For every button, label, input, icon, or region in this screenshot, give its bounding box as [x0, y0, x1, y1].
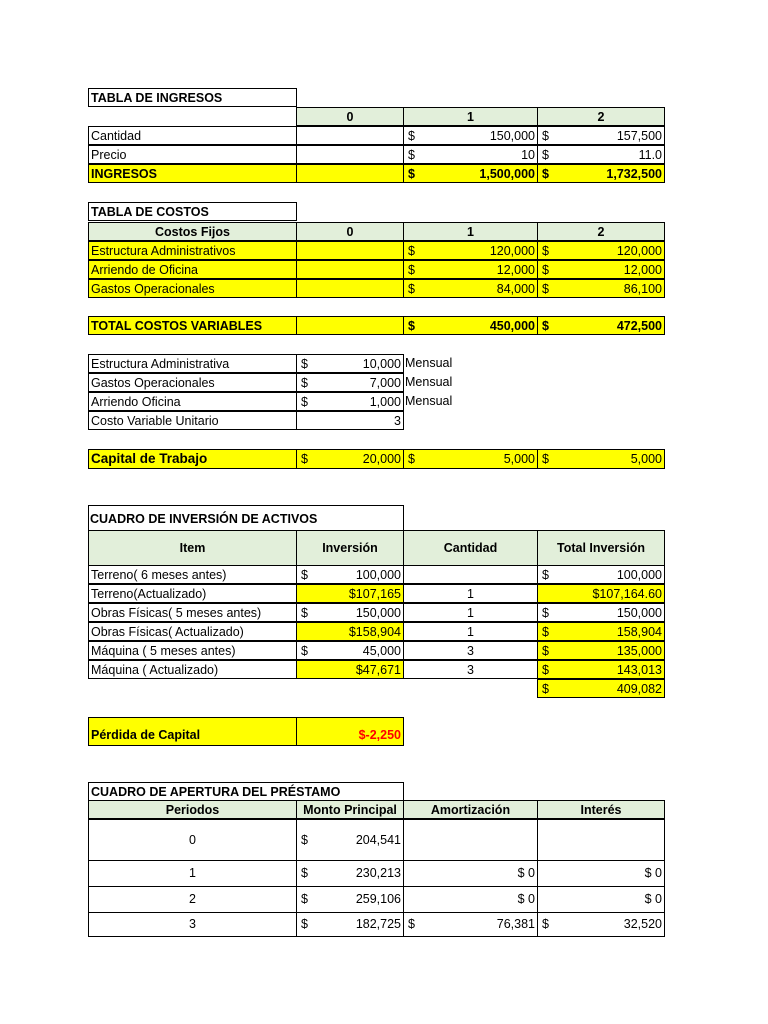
prestamo-title: CUADRO DE APERTURA DEL PRÉSTAMO	[88, 782, 404, 801]
inversion-header-item: Item	[88, 530, 297, 566]
capital-trabajo-cell: $ 5,000	[403, 449, 538, 469]
prestamo-row-amort: $ 0	[403, 860, 538, 887]
ingresos-row-cell: $ 150,000	[403, 126, 538, 145]
costos-row-cell: $ 84,000	[403, 279, 538, 298]
costos-period-2: 2	[537, 222, 665, 241]
inversion-header-inversion: Inversión	[296, 530, 404, 566]
prestamo-row-periodo: 1	[88, 860, 297, 887]
inversion-row-item: Máquina ( 5 meses antes)	[88, 641, 297, 660]
ingresos-row-cell: $ 11.0	[537, 145, 665, 164]
inversion-row-total: $ 135,000	[537, 641, 665, 660]
costos-row-cell: $ 12,000	[403, 260, 538, 279]
costos-row-label: Gastos Operacionales	[88, 279, 297, 298]
prestamo-row-monto: $ 182,725	[296, 912, 404, 937]
ingresos-title: TABLA DE INGRESOS	[88, 88, 297, 107]
costos-period-1: 1	[403, 222, 538, 241]
inversion-grand-total: $ 409,082	[537, 679, 665, 698]
perdida-label: Pérdida de Capital	[88, 717, 297, 746]
inversion-row-item: Obras Físicas( 5 meses antes)	[88, 603, 297, 622]
costos-header: Costos Fijos	[88, 222, 297, 241]
prestamo-row-amort	[403, 819, 538, 861]
ingresos-row-cell	[296, 126, 404, 145]
ingresos-total-cell: $ 1,732,500	[537, 164, 665, 183]
prestamo-row-periodo: 0	[88, 819, 297, 861]
inversion-row-inversion: $ 45,000	[296, 641, 404, 660]
inversion-row-cantidad: 3	[403, 641, 538, 660]
prestamo-row-interes: $ 32,520	[537, 912, 665, 937]
costos-total-cell	[296, 316, 404, 335]
inversion-header-cantidad: Cantidad	[403, 530, 538, 566]
costos-row-cell: $ 120,000	[403, 241, 538, 260]
costos-row-cell: $ 120,000	[537, 241, 665, 260]
inversion-row-inversion: $47,671	[296, 660, 404, 679]
inversion-row-item: Máquina ( Actualizado)	[88, 660, 297, 679]
costos-row-cell	[296, 260, 404, 279]
mensual-value: $ 1,000	[296, 392, 404, 411]
inversion-row-total: $ 143,013	[537, 660, 665, 679]
mensual-unit: Mensual	[405, 394, 453, 408]
inversion-row-inversion: $ 150,000	[296, 603, 404, 622]
mensual-label: Arriendo Oficina	[88, 392, 297, 411]
costos-row-cell	[296, 241, 404, 260]
inversion-row-total: $107,164.60	[537, 584, 665, 603]
inversion-row-item: Terreno( 6 meses antes)	[88, 565, 297, 584]
inversion-title: CUADRO DE INVERSIÓN DE ACTIVOS	[90, 512, 318, 526]
costos-row-cell	[296, 279, 404, 298]
costos-title: TABLA DE COSTOS	[88, 202, 297, 221]
capital-trabajo-label: Capital de Trabajo	[88, 449, 297, 469]
ingresos-row-label: Precio	[88, 145, 297, 164]
inversion-row-total: $ 100,000	[537, 565, 665, 584]
prestamo-row-interes: $ 0	[537, 860, 665, 887]
prestamo-header-amort: Amortización	[403, 800, 538, 819]
costos-period-0: 0	[296, 222, 404, 241]
ingresos-row-cell: $ 10	[403, 145, 538, 164]
prestamo-row-amort: $ 76,381	[403, 912, 538, 937]
ingresos-period-2: 2	[537, 107, 665, 126]
inversion-row-inversion: $ 100,000	[296, 565, 404, 584]
inversion-row-cantidad: 1	[403, 603, 538, 622]
costos-row-label: Arriendo de Oficina	[88, 260, 297, 279]
ingresos-period-1: 1	[403, 107, 538, 126]
ingresos-total-cell	[296, 164, 404, 183]
costos-row-cell: $ 12,000	[537, 260, 665, 279]
prestamo-header-monto: Monto Principal	[296, 800, 404, 819]
ingresos-total-cell: $ 1,500,000	[403, 164, 538, 183]
capital-trabajo-cell: $ 20,000	[296, 449, 404, 469]
costos-total-cell: $ 450,000	[403, 316, 538, 335]
prestamo-header-interes: Interés	[537, 800, 665, 819]
ingresos-row-label: Cantidad	[88, 126, 297, 145]
ingresos-total-label: INGRESOS	[88, 164, 297, 183]
inversion-row-cantidad: 3	[403, 660, 538, 679]
prestamo-header-periodos: Periodos	[88, 800, 297, 819]
prestamo-row-monto: $ 259,106	[296, 886, 404, 913]
prestamo-row-monto: $ 204,541	[296, 819, 404, 861]
capital-trabajo-cell: $ 5,000	[537, 449, 665, 469]
inversion-row-total: $ 158,904	[537, 622, 665, 641]
inversion-header-total: Total Inversión	[537, 530, 665, 566]
perdida-value: $-2,250	[296, 717, 404, 746]
inversion-row-inversion: $158,904	[296, 622, 404, 641]
inversion-row-cantidad: 1	[403, 584, 538, 603]
inversion-row-cantidad: 1	[403, 622, 538, 641]
prestamo-row-periodo: 2	[88, 886, 297, 913]
inversion-row-item: Obras Físicas( Actualizado)	[88, 622, 297, 641]
prestamo-row-monto: $ 230,213	[296, 860, 404, 887]
mensual-value: $ 10,000	[296, 354, 404, 373]
prestamo-row-amort: $ 0	[403, 886, 538, 913]
ingresos-row-cell: $ 157,500	[537, 126, 665, 145]
inversion-row-total: $ 150,000	[537, 603, 665, 622]
costos-row-label: Estructura Administrativos	[88, 241, 297, 260]
mensual-label: Estructura Administrativa	[88, 354, 297, 373]
mensual-value: 3	[296, 411, 404, 430]
ingresos-row-cell	[296, 145, 404, 164]
costos-total-label: TOTAL COSTOS VARIABLES	[88, 316, 297, 335]
costos-row-cell: $ 86,100	[537, 279, 665, 298]
prestamo-row-periodo: 3	[88, 912, 297, 937]
ingresos-period-0: 0	[296, 107, 404, 126]
inversion-row-inversion: $107,165	[296, 584, 404, 603]
prestamo-row-interes	[537, 819, 665, 861]
mensual-unit: Mensual	[405, 356, 453, 370]
costos-total-cell: $ 472,500	[537, 316, 665, 335]
inversion-row-cantidad	[403, 565, 538, 584]
mensual-label: Costo Variable Unitario	[88, 411, 297, 430]
inversion-row-item: Terreno(Actualizado)	[88, 584, 297, 603]
prestamo-row-interes: $ 0	[537, 886, 665, 913]
mensual-value: $ 7,000	[296, 373, 404, 392]
mensual-unit: Mensual	[405, 375, 453, 389]
mensual-label: Gastos Operacionales	[88, 373, 297, 392]
